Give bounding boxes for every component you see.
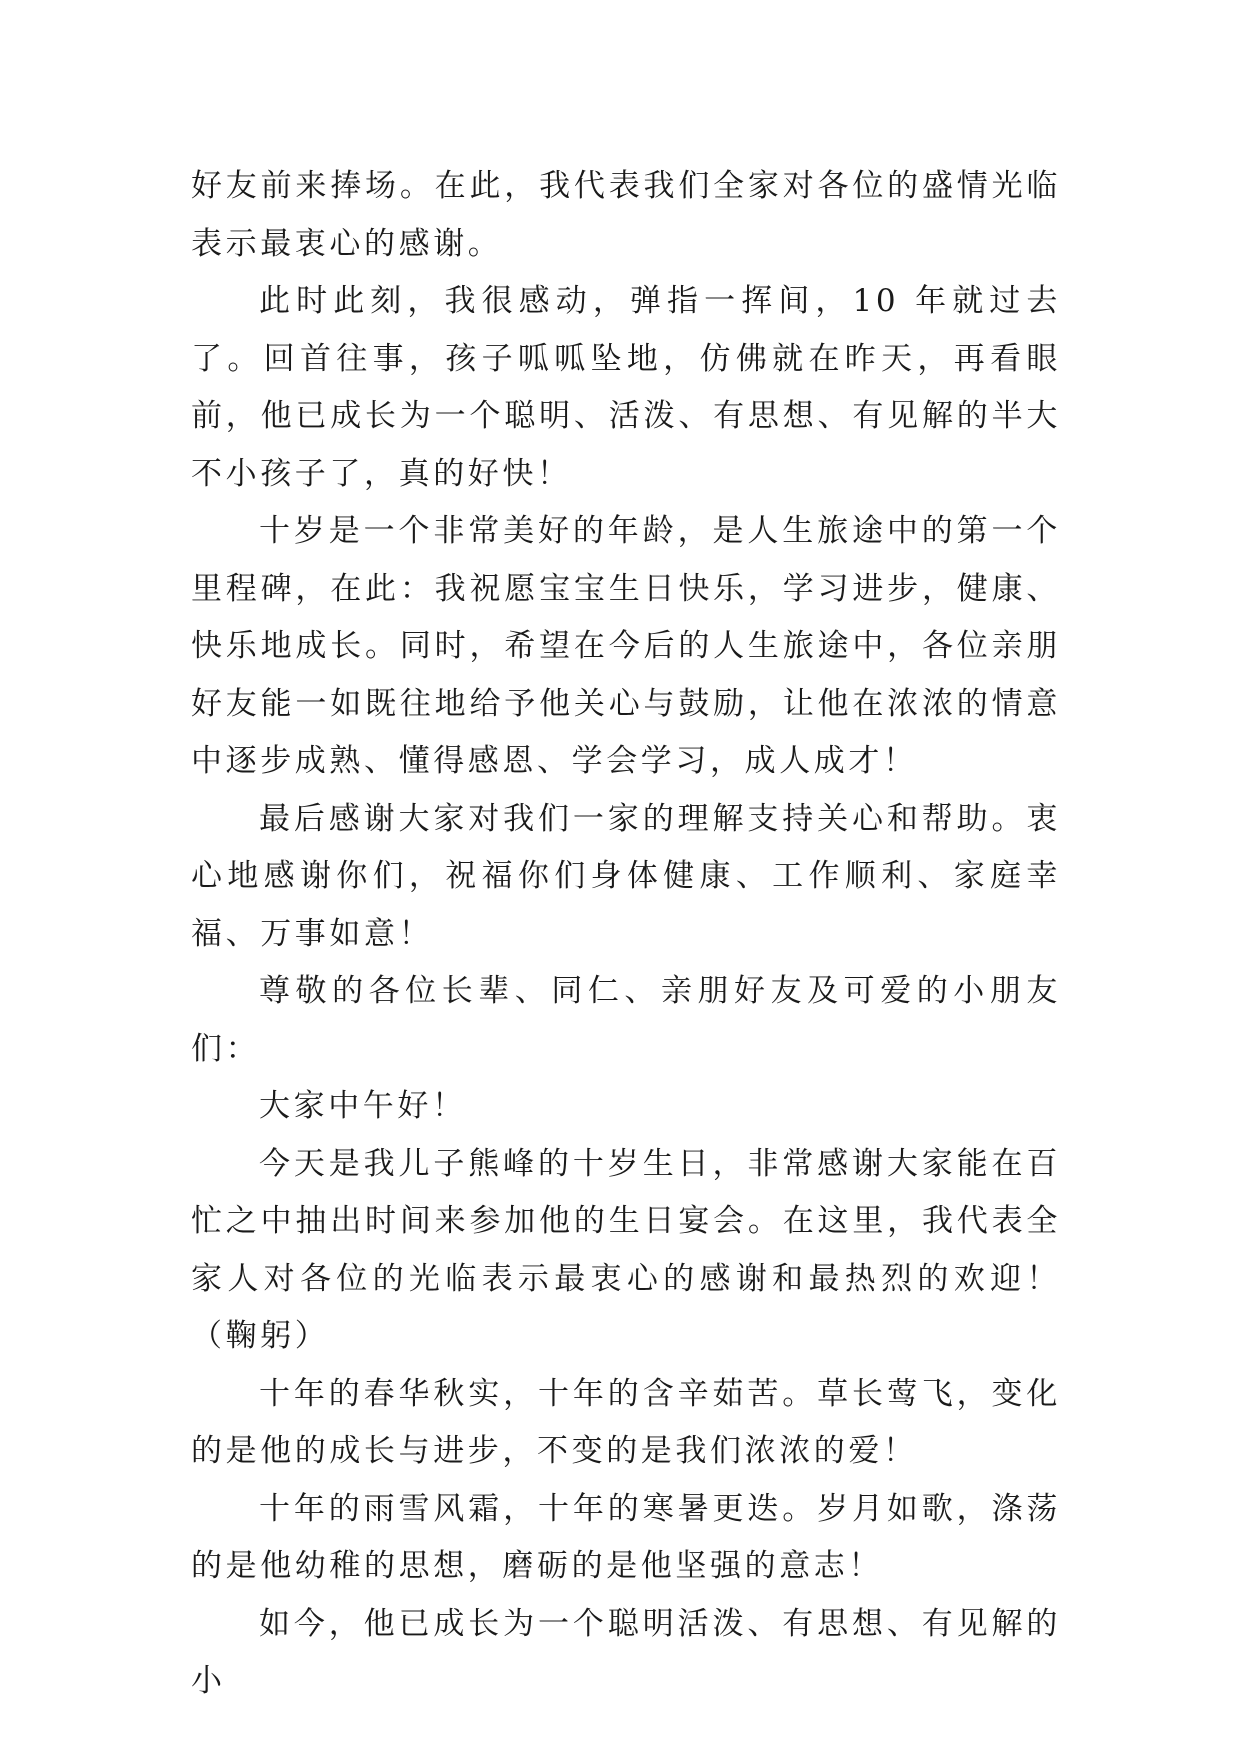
paragraph-9: 十年的雨雪风霜，十年的寒暑更迭。岁月如歌，涤荡的是他幼稚的思想，磨砺的是他坚强的意志！ — [191, 1490, 1061, 1584]
paragraph-10: 如今，他已成长为一个聪明活泼、有思想、有见解的小 — [191, 1605, 1061, 1699]
paragraph-7: 今天是我儿子熊峰的十岁生日，非常感谢大家能在百忙之中抽出时间来参加他的生日宴会。在这里，我代表全家人对各位的光临表示最衷心的感谢和最热烈的欢迎！（鞠躬） — [191, 1145, 1061, 1354]
salutation: 尊敬的各位长辈、同仁、亲朋好友及可爱的小朋友们： — [191, 973, 1061, 1067]
paragraph-4: 最后感谢大家对我们一家的理解支持关心和帮助。衷心地感谢你们，祝福你们身体健康、工作顺利、家庭幸福、万事如意！ — [191, 800, 1061, 952]
document-body — [191, 158, 1061, 1711]
paragraph-8: 十年的春华秋实，十年的含辛茹苦。草长莺飞，变化的是他的成长与进步，不变的是我们浓浓的爱！ — [191, 1375, 1061, 1469]
greeting: 大家中午好！ — [259, 1088, 467, 1124]
paragraph-1: 好友前来捧场。在此，我代表我们全家对各位的盛情光临表示最衷心的感谢。 — [191, 168, 1061, 262]
paragraph-2: 此时此刻，我很感动，弹指一挥间，10 年就过去了。回首往事，孩子呱呱坠地，仿佛就在昨天，再看眼前，他已成长为一个聪明、活泼、有思想、有见解的半大不小孩子了，真的好快！ — [191, 283, 1061, 492]
paragraph-3: 十岁是一个非常美好的年龄，是人生旅途中的第一个里程碑，在此：我祝愿宝宝生日快乐，学习进步，健康、快乐地成长。同时，希望在今后的人生旅途中，各位亲朋好友能一如既往地给予他关心与鼓励，让他在浓浓的情意中逐步成熟、懂得感恩、学会学习，成人成才！ — [191, 513, 1061, 779]
